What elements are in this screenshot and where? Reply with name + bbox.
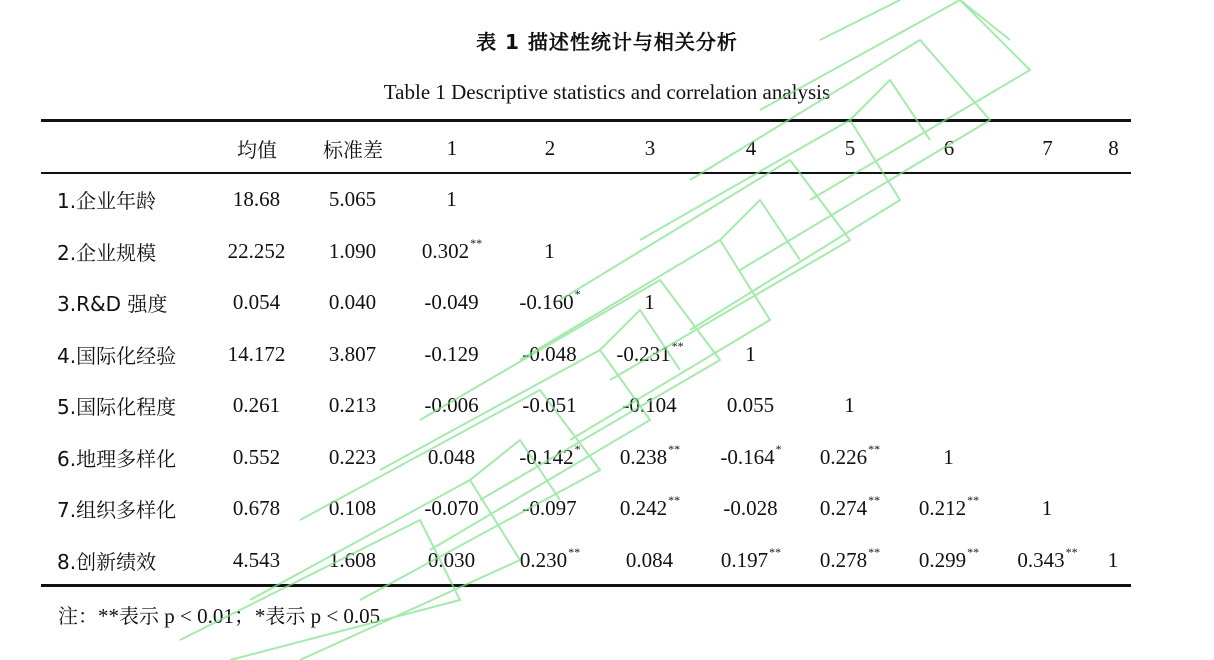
table-cell bbox=[211, 380, 303, 432]
cell-value: 0.048 bbox=[427, 444, 476, 469]
header-cell-2: 2 bbox=[544, 135, 556, 160]
cell-value: 1 bbox=[1041, 496, 1053, 521]
cell-value: 0.274 bbox=[819, 496, 868, 521]
table-cell bbox=[211, 174, 303, 226]
row-label: 4.国际化经验 bbox=[57, 343, 177, 368]
cell-value: -0.051 bbox=[522, 393, 577, 418]
cell-value: -0.104 bbox=[622, 393, 677, 418]
table-cell bbox=[999, 329, 1096, 381]
table-cell bbox=[501, 380, 599, 432]
table-cell bbox=[599, 174, 701, 226]
row-label: 8.创新绩效 bbox=[57, 549, 157, 574]
cell-value: 0.552 bbox=[232, 444, 281, 469]
cell-value: 0.678 bbox=[232, 496, 281, 521]
table-cell bbox=[303, 174, 403, 226]
table-cell bbox=[899, 535, 999, 587]
table-footnote bbox=[58, 600, 380, 630]
header-cell-1: 1 bbox=[446, 135, 458, 160]
table-cell bbox=[599, 329, 701, 381]
table-cell bbox=[701, 535, 801, 587]
table-cell bbox=[501, 535, 599, 587]
footnote-text-1: 表示 bbox=[119, 604, 159, 628]
table-cell bbox=[899, 174, 999, 226]
significance-stars: ** bbox=[668, 493, 681, 508]
table-cell bbox=[801, 277, 899, 329]
table-cell bbox=[701, 432, 801, 484]
cell-value: 5.065 bbox=[328, 187, 377, 212]
row-label: 1.企业年龄 bbox=[57, 189, 157, 214]
table-cell bbox=[303, 432, 403, 484]
table-cell bbox=[999, 380, 1096, 432]
table-cell bbox=[999, 535, 1096, 587]
header-cell-mean: 均值 bbox=[237, 137, 277, 162]
significance-stars: * bbox=[574, 441, 581, 456]
cell-value: -0.129 bbox=[424, 341, 479, 366]
cell-value: 1 bbox=[544, 238, 555, 263]
row-label: 6.地理多样化 bbox=[57, 446, 177, 471]
table-cell bbox=[599, 432, 701, 484]
table-cell bbox=[899, 226, 999, 278]
cell-value: -0.097 bbox=[522, 496, 577, 521]
cell-value: 1.090 bbox=[328, 238, 377, 263]
cell-value: -0.142 bbox=[519, 444, 574, 469]
table-cell bbox=[1096, 226, 1131, 278]
header-cell-4: 4 bbox=[745, 135, 757, 160]
cell-value: 0.238 bbox=[619, 444, 668, 469]
table-cell bbox=[211, 226, 303, 278]
significance-stars: ** bbox=[668, 441, 681, 456]
table-cell bbox=[403, 483, 501, 535]
table-title-chinese: 表 1 描述性统计与相关分析 bbox=[476, 30, 738, 54]
footnote-p2: p < 0.05 bbox=[305, 604, 381, 628]
cell-value: 0.242 bbox=[619, 496, 668, 521]
table-cell bbox=[303, 535, 403, 587]
table-cell bbox=[501, 483, 599, 535]
table-cell bbox=[403, 535, 501, 587]
significance-stars: ** bbox=[868, 493, 881, 508]
significance-stars: * bbox=[775, 441, 782, 456]
table-cell bbox=[303, 277, 403, 329]
table-cell bbox=[701, 329, 801, 381]
table-cell bbox=[211, 432, 303, 484]
table-cell bbox=[1096, 432, 1131, 484]
cell-value: -0.048 bbox=[522, 341, 577, 366]
cell-value: 18.68 bbox=[232, 187, 281, 212]
table-cell bbox=[599, 277, 701, 329]
header-cell-sd: 标准差 bbox=[323, 137, 383, 162]
cell-value: 4.543 bbox=[232, 547, 281, 572]
cell-value: 0.261 bbox=[232, 393, 281, 418]
table-cell bbox=[599, 226, 701, 278]
cell-value: 0.084 bbox=[625, 547, 674, 572]
table-cell bbox=[501, 277, 599, 329]
table-cell bbox=[999, 174, 1096, 226]
significance-stars: ** bbox=[868, 544, 881, 559]
footnote-p1: p < 0.01；* bbox=[159, 604, 266, 628]
cell-value: 1 bbox=[446, 187, 457, 212]
significance-stars: ** bbox=[568, 544, 581, 559]
table-cell bbox=[701, 226, 801, 278]
significance-stars: * bbox=[574, 287, 581, 302]
row-label: 2.企业规模 bbox=[57, 240, 157, 265]
table-cell bbox=[599, 483, 701, 535]
table-cell bbox=[211, 535, 303, 587]
table-cell bbox=[1096, 483, 1131, 535]
significance-stars: ** bbox=[671, 338, 684, 353]
table-cell bbox=[501, 329, 599, 381]
table-cell bbox=[403, 329, 501, 381]
table-cell bbox=[303, 226, 403, 278]
cell-value: 0.055 bbox=[726, 393, 775, 418]
row-label: 5.国际化程度 bbox=[57, 395, 177, 420]
footnote-text-2: 表示 bbox=[265, 604, 306, 628]
header-cell-7: 7 bbox=[1042, 135, 1053, 160]
cell-value: 0.197 bbox=[720, 547, 769, 572]
cell-value: -0.049 bbox=[424, 290, 479, 315]
table-cell bbox=[211, 483, 303, 535]
table-cell bbox=[701, 174, 801, 226]
cell-value: 1 bbox=[1107, 547, 1119, 572]
table-cell bbox=[801, 380, 899, 432]
table-cell bbox=[599, 535, 701, 587]
footnote-stars-1: ** bbox=[98, 604, 119, 628]
significance-stars: ** bbox=[868, 441, 881, 456]
table-cell bbox=[211, 329, 303, 381]
table-cell bbox=[701, 380, 801, 432]
table-cell bbox=[501, 226, 599, 278]
cell-value: 0.030 bbox=[427, 547, 476, 572]
cell-value: 0.230 bbox=[519, 547, 568, 572]
significance-stars: ** bbox=[769, 544, 782, 559]
table-cell bbox=[1096, 277, 1131, 329]
table-cell bbox=[999, 483, 1096, 535]
cell-value: 0.299 bbox=[918, 547, 967, 572]
row-label: 7.组织多样化 bbox=[57, 498, 177, 523]
table-cell bbox=[303, 329, 403, 381]
cell-value: 0.278 bbox=[819, 547, 868, 572]
header-cell-8: 8 bbox=[1108, 135, 1119, 160]
significance-stars: ** bbox=[1065, 544, 1078, 559]
table-cell bbox=[801, 329, 899, 381]
cell-value: 0.226 bbox=[819, 444, 868, 469]
table-cell bbox=[403, 380, 501, 432]
header-cell-blank bbox=[41, 122, 211, 174]
table-cell bbox=[303, 483, 403, 535]
table-cell bbox=[801, 432, 899, 484]
cell-value: -0.006 bbox=[424, 393, 479, 418]
cell-value: -0.160 bbox=[519, 290, 574, 315]
cell-value: 0.108 bbox=[328, 496, 377, 521]
table-cell bbox=[403, 226, 501, 278]
table-cell bbox=[211, 277, 303, 329]
table-cell bbox=[1096, 329, 1131, 381]
table-cell bbox=[701, 277, 801, 329]
table-cell bbox=[899, 380, 999, 432]
cell-value: 0.213 bbox=[328, 393, 377, 418]
table-cell bbox=[999, 432, 1096, 484]
cell-value: -0.164 bbox=[720, 444, 775, 469]
table-cell bbox=[999, 277, 1096, 329]
significance-stars: ** bbox=[470, 235, 483, 250]
significance-stars: ** bbox=[967, 544, 980, 559]
cell-value: 0.054 bbox=[232, 290, 281, 315]
table-cell bbox=[403, 174, 501, 226]
table-cell bbox=[899, 483, 999, 535]
cell-value: 0.212 bbox=[918, 496, 967, 521]
cell-value: 22.252 bbox=[227, 238, 286, 263]
cell-value: -0.028 bbox=[723, 496, 778, 521]
cell-value: 0.223 bbox=[328, 444, 377, 469]
cell-value: -0.231 bbox=[616, 341, 671, 366]
header-cell-6: 6 bbox=[943, 135, 955, 160]
table-cell bbox=[501, 432, 599, 484]
cell-value: 14.172 bbox=[227, 341, 286, 366]
table-title-english: Table 1 Descriptive statistics and correlation analysis bbox=[383, 80, 831, 104]
table-cell bbox=[899, 432, 999, 484]
table-cell bbox=[899, 277, 999, 329]
header-cell-3: 3 bbox=[644, 135, 656, 160]
table-cell bbox=[501, 174, 599, 226]
table-cell bbox=[1096, 380, 1131, 432]
cell-value: 1 bbox=[943, 444, 954, 469]
table-cell bbox=[899, 329, 999, 381]
table-cell bbox=[403, 432, 501, 484]
header-cell-5: 5 bbox=[844, 135, 856, 160]
table-cell bbox=[303, 380, 403, 432]
table-cell bbox=[403, 277, 501, 329]
table-cell bbox=[1096, 174, 1131, 226]
cell-value: 1 bbox=[844, 393, 855, 418]
table-cell bbox=[1096, 535, 1131, 587]
correlation-table bbox=[41, 122, 1131, 586]
footnote-prefix: 注： bbox=[58, 604, 98, 628]
cell-value: 1 bbox=[745, 341, 756, 366]
table-cell bbox=[801, 174, 899, 226]
cell-value: -0.070 bbox=[424, 496, 479, 521]
cell-value: 1.608 bbox=[328, 547, 377, 572]
cell-value: 3.807 bbox=[328, 341, 377, 366]
cell-value: 0.343 bbox=[1017, 547, 1065, 572]
significance-stars: ** bbox=[967, 493, 980, 508]
cell-value: 0.040 bbox=[328, 290, 377, 315]
cell-value: 1 bbox=[644, 290, 655, 315]
table-cell bbox=[801, 483, 899, 535]
cell-value: 0.302 bbox=[421, 238, 470, 263]
table-cell bbox=[999, 226, 1096, 278]
row-label: 3.R&D 强度 bbox=[57, 292, 168, 317]
table-cell bbox=[801, 226, 899, 278]
table-cell bbox=[701, 483, 801, 535]
table-cell bbox=[801, 535, 899, 587]
table-cell bbox=[599, 380, 701, 432]
